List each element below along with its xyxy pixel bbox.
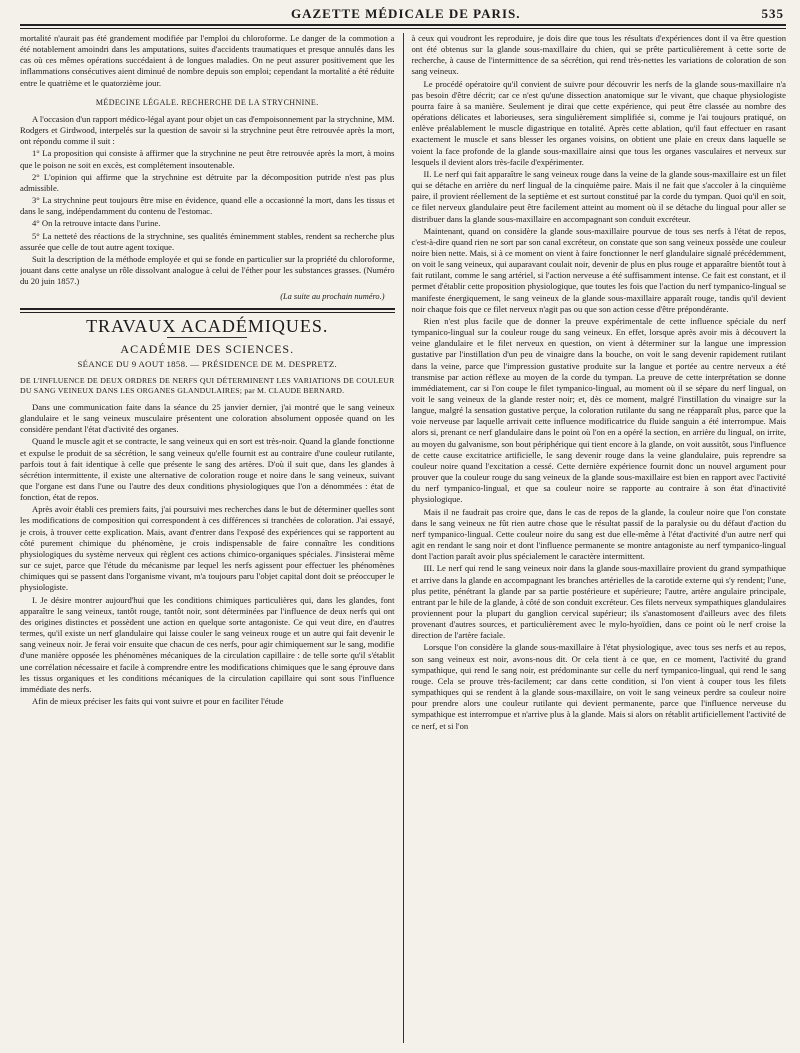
paragraph: A l'occasion d'un rapport médico-légal ayant pour objet un cas d'empoisonnement par la strychnine, MM. Rodgers et Girdwood, interpelés sur la question de savoir si la strychnine peut être retrouvée après la mort, ont répondu comme il suit : [20,113,395,147]
paragraph: mortalité n'aurait pas été grandement modifiée par l'emploi du chloroforme. Le danger de la commotion a été notablement amoindri dans les amputations, suites d'accidents traumatiques et presque annulés dans les cas où ces mêmes opérations succédaient à de longues maladies. On ne peut assurer positivement que les inflammations consécutives aient diminué de nombre depuis son emploi; cependant la mortalité a été réduite entre le quatrième et le quatorzième jour. [20,33,395,88]
paragraph: Mais il ne faudrait pas croire que, dans le cas de repos de la glande, la couleur noire que l'on constate dans le sang veineux ne fût rien autre chose que le résultat passif de la paralysie ou du défaut d'action du nerf tympanico-lingual. Cette couleur noire du sang est due elle-même à l'état d'activité d'un autre nerf qui agit en rendant le sang noir et dont l'influence permanente se montre antagoniste au nerf tympanico-lingual dont l'action paraît avoir plus spécialement le caractère intermittent. [411,506,786,562]
paragraph: Dans une communication faite dans la séance du 25 janvier dernier, j'ai montré que le sang veineux glandulaire et le sang veineux musculaire présentent une coloration absolument opposée quand on les considère pendant l'état d'activité des organes. [20,401,395,435]
paragraph: Suit la description de la méthode employée et qui se fonde en particulier sur la propriété du chloroforme, jouant dans cette analyse un rôle dissolvant analogue à celui de l'éther pour les substances grasses. (Numéro du 20 juin 1857.) [20,253,395,287]
divider [167,337,247,338]
paragraph: Rien n'est plus facile que de donner la preuve expérimentale de cette influence spéciale du nerf tympanico-lingual sur la couleur rouge du sang veineux. En effet, lorsque après avoir mis à découvert la veine glandulaire et le filet nerveux en question, on vient à déterminer sur la langue une impression gustative par l'instillation d'un peu de vinaigre dans la bouche, on voit le sang devenir rapidement rutilant dans la veine, parce que l'impression gustative produite sur la langue et portée au centre nerveux a été transmise par action réflexe au moyen de la corde du tympan. La preuve de cette interprétation se donne immédiatement, car si l'on coupe le filet tympanico-lingual, au moment où il se sépare du nerf lingual, on voit le sang veineux de la glande rester noir; et, dès ce moment, malgré l'instillation du vinaigre sur la langue, malgré la sensation gustative perçue, la coloration rutilante du sang ne réapparaît plus, parce que la voie nerveuse par laquelle arrivait cette influence modificatrice du fluide sanguin a été interrompue. Mais alors si, prenant ce nerf glandulaire dans le point où l'on en a opéré la section, en arrière du lingual, on irrite, au moyen du galvanisme, son bout périphérique qui tient encore à la glande, on voit aussitôt, sous l'influence de cette cause excitatrice artificielle, le sang devenir rouge dans la veine glandulaire, puis reprendre sa couleur noire quand l'excitation a cessé. Cette dernière expérience fournit donc un nouvel argument pour prouver que la couleur rouge du sang veineux de la glande sous-maxillaire est bien en rapport avec l'activité du nerf tympanico-lingual, et que sa couleur noire se rapporte au contraire à son état d'inactivité physiologique. [411,315,786,505]
article-title: DE L'INFLUENCE DE DEUX ORDRES DE NERFS QUI DÉTERMINENT LES VARIATIONS DE COULEUR DU SANG VEINEUX DANS LES ORGANES GLANDULAIRES; par M. CLAUDE BERNARD. [20,375,395,395]
paragraph: 5° La netteté des réactions de la strychnine, ses qualités éminemment stables, rendent sa recherche plus assurée que celle de tout autre agent toxique. [20,230,395,252]
academy-title: ACADÉMIE DES SCIENCES. [120,341,295,356]
paragraph: 4° On la retrouve intacte dans l'urine. [32,218,161,229]
paragraph: 2° L'opinion qui affirme que la strychnine est détruite par la décomposition putride n'est pas plus admissible. [20,171,395,193]
left-column [20,33,403,1043]
paragraph: Après avoir établi ces premiers faits, j'ai poursuivi mes recherches dans le but de déterminer quelles sont les modifications de composition qui correspondent à ces différences si tranchées de coloration. J'ai essayé, je crois, à trouver cette explication. Mais, avant d'entrer dans l'exposé des expériences qui se rapportent au côté purement chimique du phénomène, je crois indispensable de faire connaître les conditions physiologiques du système nerveux qui règlent ces actions chimico-organiques spéciales. J'insisterai même sur ce sujet, parce que l'étude du mécanisme par lequel les nerfs agissent pour effectuer les phénomènes chimiques qui se passent dans l'organisme vivant, m'a toujours paru l'objet capital dont doit se préoccuper le physiologiste. [20,504,395,593]
paragraph: Quand le muscle agit et se contracte, le sang veineux qui en sort est très-noir. Quand la glande fonctionne et expulse le produit de sa sécrétion, le sang veineux qu'elle fournit est au contraire d'une couleur rutilante, parfois tout à fait identique à celle que présente le sang des artères. D'où il suit que, dans les glandes à sécrétion intermittente, il existe une alternative de coloration rouge et noire dans le sang veineux, suivant que l'organe est dans l'une ou l'autre des deux conditions physiologiques que l'on a dénommées : état de fonction, état de repos. [20,436,395,503]
session-line: SÉANCE DU 9 AOUT 1858. — PRÉSIDENCE DE M. DESPRETZ. [77,358,337,369]
paragraph: 3° La strychnine peut toujours être mise en évidence, quand elle a occasionné la mort, dans les tissus et dans le sang, indépendamment du contenu de l'estomac. [20,195,395,217]
paragraph: II. Le nerf qui fait apparaître le sang veineux rouge dans la veine de la glande sous-maxillaire est un filet qui se détache en arrière du nerf lingual de la cinquième paire. Mais il ne fait que s'accoler à la cinquième paire, il provient réellement de la septième et est surtout constitué par la corde du tympan. Quoi qu'il en soit, ce filet nerveux glandulaire peut être facilement atteint au moment où il se détache du lingual pour aller se distribuer dans la glande sous-maxillaire en accompagnant son conduit excréteur. [411,168,786,224]
section-heading: MÉDECINE LÉGALE. RECHERCHE DE LA STRYCHNINE. [95,97,319,107]
columns [20,33,786,1043]
paragraph: Maintenant, quand on considère la glande sous-maxillaire pourvue de tous ses nerfs à l'état de repos, c'est-à-dire quand rien ne sort par son canal excréteur, on constate que son sang veineux possède une couleur noire bien nette. Mais, si à ce moment on vient à faire fonctionner le nerf glandulaire signalé précédemment, on voit le sang veineux, qui auparavant coulait noir, devenir de plus en plus rouge et apparaître bientôt tout à fait rutilant, comme le sang artériel, si l'action nerveuse a été suffisamment intense. Ce fait est constant, et il permet d'établir cette proposition physiologique, que toutes les fois que l'action du nerf tympanico-lingual se manifeste énergiquement, le sang veineux de la glande sous-maxillaire apparaît rouge, tandis qu'il devient noir chaque fois que ce filet nerveux n'agit pas ou que son action cesse d'être prépondérante. [411,225,786,314]
header-rule [20,24,786,29]
right-column [403,33,787,1043]
paragraph: à ceux qui voudront les reproduire, je dois dire que tous les résultats d'expériences dont il va être question ont été obtenus sur la glande sous-maxillaire du chien, qui se prête particulièrement à cette sorte de recherche, à cause de l'intermittence de sa sécrétion, qui rend très-nettes les variations de coloration de son sang veineux. [411,33,786,77]
page-header [20,6,786,24]
paragraph: 1° La proposition qui consiste à affirmer que la strychnine ne peut être retrouvée après la mort, à moins que le poison ne soit en excès, est complétement insoutenable. [20,148,395,170]
section-rule [20,308,395,313]
paragraph: III. Le nerf qui rend le sang veineux noir dans la glande sous-maxillaire provient du grand sympathique et arrive dans la glande en accompagnant les branches artérielles de la carotide externe qui s'y rendent; l'une, plus petite, pénétrant la glande par sa partie postérieure et supérieure; l'autre, artère angulaire principale, entrant par le hile de la glande, à côté de son conduit excréteur. Ces filets nerveux sympathiques glandulaires proviennent pour la plupart du ganglion cervical supérieur; ils s'anastomosent d'ailleurs avec des filets provenant d'autres sources, et particulièrement avec le mylo-hyoïdien, dans ce point où le nerf croise la direction de l'artère faciale. [411,563,786,641]
section-title: TRAVAUX ACADÉMIQUES. [86,316,329,337]
paragraph: Le procédé opératoire qu'il convient de suivre pour découvrir les nerfs de la glande sous-maxillaire n'a pas besoin d'être décrit; car ce n'est qu'une dissection anatomique sur le vivant, que chaque physiologiste pourra faire à sa manière. Seulement je dirai que cette expérience, qui peut être classée au nombre des opérations délicates et laborieuses, sera singulièrement simplifiée si, comme je l'ai toujours pratiqué, on enlève préalablement le muscle digastrique en totalité. Après cette ablation, qu'il faut effectuer en rasant exactement le muscle et sans blesser les organes voisins, on obtient une plaie en creux dans laquelle se voient la face profonde de la glande sous-maxillaire ainsi que tous les organes vasculaires et nerveux sur lesquels il devient alors très-facile d'expérimenter. [411,78,786,167]
page-number: 535 [761,6,784,21]
paragraph: Afin de mieux préciser les faits qui vont suivre et pour en faciliter l'étude [32,695,284,706]
paragraph: I. Je désire montrer aujourd'hui que les conditions chimiques particulières qui, dans les glandes, font apparaître le sang veineux, tantôt rouge, tantôt noir, sont déterminées par l'influence de deux nerfs qui ont des origines distinctes et possèdent une action en quelque sorte antagoniste. Ce qui veut dire, en d'autres termes, qu'il existe un nerf glandulaire qui laisse couler le sang veineux rouge et un autre qui fait devenir le sang veineux noir. Je ferai voir ensuite que chacun de ces nerfs, pour agir chimiquement sur le sang, modifie d'une manière opposée les phénomènes mécaniques de la circulation capillaire : de telle sorte qu'il s'établit une corrélation nécessaire et facile à comprendre entre les modifications chimiques que le sang éprouve dans les tissus organiques et les conditions mécaniques de la circulation capillaire qui sont sous l'influence immédiate des nerfs. [20,594,395,694]
continuation-note: (La suite au prochain numéro.) [280,292,385,302]
paragraph: Lorsque l'on considère la glande sous-maxillaire à l'état physiologique, avec tous ses nerfs et au repos, son sang veineux est noir, avons-nous dit. Or cela tient à ce que, en ce moment, l'activité du grand sympathique, qui rend le sang noir, est prédominante sur celle du nerf tympanico-lingual, qui rend le sang rouge. Cela se prouve très-facilement; car dans cette condition, si l'on vient à couper tous les filets sympathiques qui se rendent à la glande sous-maxillaire, on voit le sang veineux perdre sa couleur noire pour prendre alors une couleur rutilante qui devient permanente, parce que l'influence nerveuse du sympathique est interrompue et n'arrive plus à la glande. Mais si alors on rétablit artificiellement l'activité de ce nerf, et si l'on [411,642,786,731]
journal-title: GAZETTE MÉDICALE DE PARIS. [291,6,521,21]
